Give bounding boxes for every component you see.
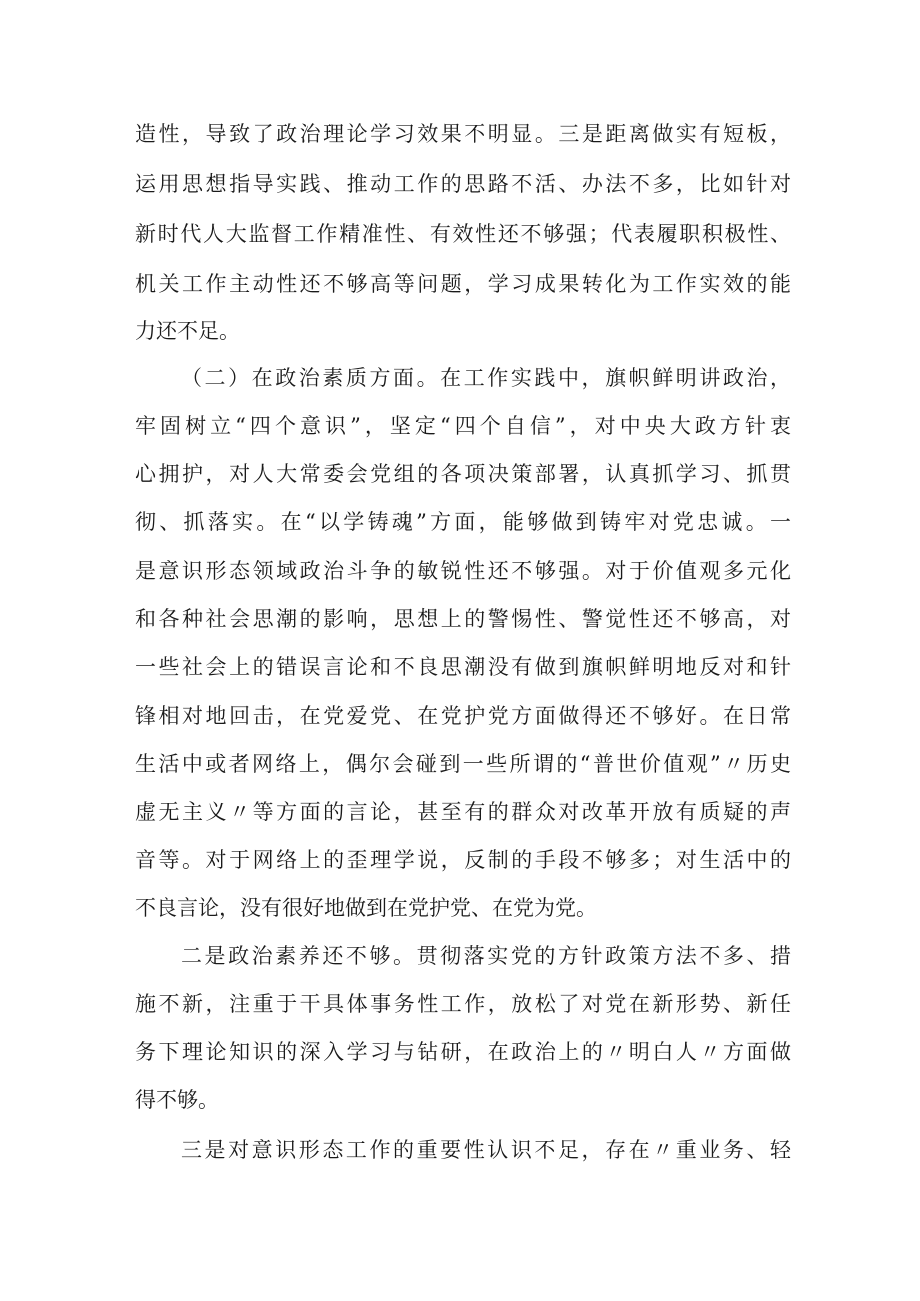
text-line: 造性，导致了政治理论学习效果不明显。三是距离做实有短板， bbox=[135, 122, 791, 146]
text-line: 新时代人大监督工作精准性、有效性还不够强；代表履职积极性、 bbox=[135, 222, 791, 246]
text-line: 锋相对地回击，在党爱党、在党护党方面做得还不够好。在日常 bbox=[135, 704, 791, 728]
text-line: 音等。对于网络上的歪理学说，反制的手段不够多；对生活中的 bbox=[135, 848, 791, 872]
text-line: 心拥护，对人大常委会党组的各项决策部署，认真抓学习、抓贯 bbox=[135, 462, 791, 486]
text-line: 机关工作主动性还不够高等问题，学习成果转化为工作实效的能 bbox=[135, 272, 791, 296]
text-line: 施不新，注重于干具体事务性工作，放松了对党在新形势、新任 bbox=[135, 992, 791, 1016]
text-line: 不良言论，没有很好地做到在党护党、在党为党。 bbox=[135, 896, 597, 920]
text-line: 牢固树立“四个意识”，坚定“四个自信”，对中央大政方针衷 bbox=[135, 414, 791, 438]
paragraph-start: 二是政治素养还不够。贯彻落实党的方针政策方法不多、措 bbox=[181, 944, 791, 968]
text-line: 力还不足。 bbox=[135, 319, 240, 343]
text-line: 得不够。 bbox=[135, 1088, 219, 1112]
paragraph-start: 三是对意识形态工作的重要性认识不足，存在〃重业务、轻 bbox=[181, 1138, 791, 1162]
text-line: 务下理论知识的深入学习与钻研，在政治上的〃明白人〃方面做 bbox=[135, 1040, 791, 1064]
text-line: 是意识形态领域政治斗争的敏锐性还不够强。对于价值观多元化 bbox=[135, 559, 791, 583]
text-line: 一些社会上的错误言论和不良思潮没有做到旗帜鲜明地反对和针 bbox=[135, 655, 791, 679]
paragraph-heading: （二）在政治素质方面。在工作实践中，旗帜鲜明讲政治， bbox=[181, 366, 791, 390]
text-line: 彻、抓落实。在“以学铸魂”方面，能够做到铸牢对党忠诚。一 bbox=[135, 510, 791, 534]
text-line: 生活中或者网络上，偶尔会碰到一些所谓的“普世价值观”〃历史 bbox=[135, 752, 791, 776]
text-line: 运用思想指导实践、推动工作的思路不活、办法不多，比如针对 bbox=[135, 172, 791, 196]
text-line: 虚无主义〃等方面的言论，甚至有的群众对改革开放有质疑的声 bbox=[135, 800, 791, 824]
text-line: 和各种社会思潮的影响，思想上的警惕性、警觉性还不够高，对 bbox=[135, 607, 791, 631]
